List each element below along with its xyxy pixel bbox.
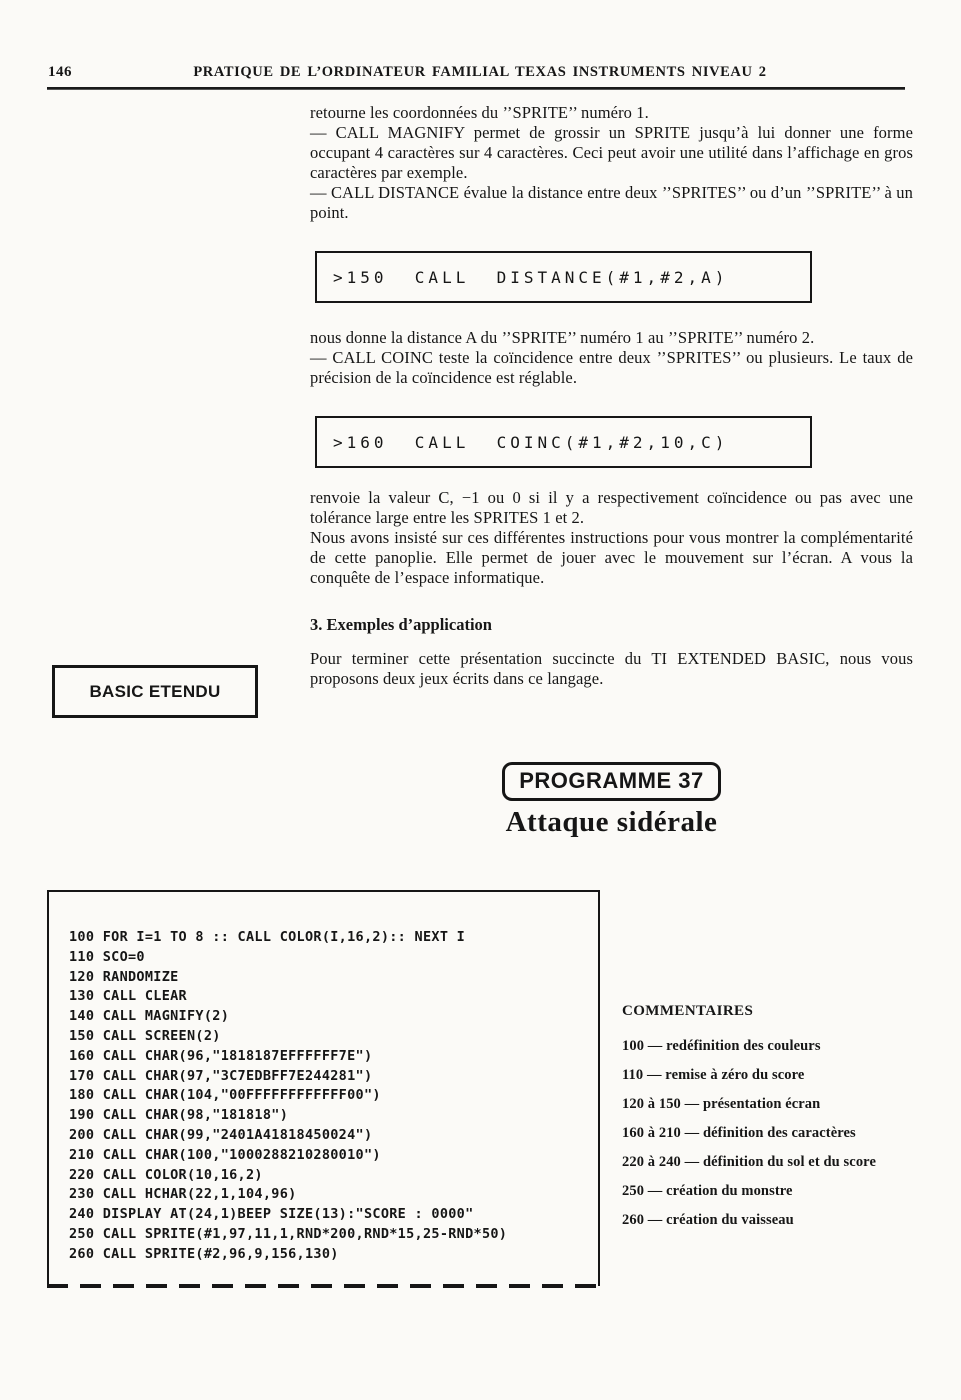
comment-item: 160 à 210 — définition des caractères <box>622 1125 856 1141</box>
program-badge-row <box>310 762 913 801</box>
program-listing <box>49 892 598 1265</box>
header-rule <box>47 87 905 90</box>
code-line: 240 DISPLAY AT(24,1)BEEP SIZE(13):"SCORE : 0000" <box>69 1206 474 1223</box>
code-line: 250 CALL SPRITE(#1,97,11,1,RND*200,RND*15,25-RND*50) <box>69 1225 508 1242</box>
section-block <box>310 649 913 689</box>
comment-item: 220 à 240 — définition du sol et du score <box>622 1154 876 1170</box>
code-line: 130 CALL CLEAR <box>69 988 187 1005</box>
code-example-coinc <box>315 416 812 468</box>
comment-item: 260 — création du vaisseau <box>622 1212 794 1228</box>
comment-item: 120 à 150 — présentation écran <box>622 1096 821 1112</box>
paragraph: Pour terminer cette présentation succincte du TI EXTENDED BASIC, nous vous proposons deux jeux écrits dans ce langage. <box>310 649 913 688</box>
paragraph: renvoie la valeur C, −1 ou 0 si il y a respectivement coïncidence ou pas avec une tolérance large entre les SPRITES 1 et 2. <box>310 488 913 527</box>
code-line: 230 CALL HCHAR(22,1,104,96) <box>69 1186 297 1203</box>
code-example-text: >150 CALL DISTANCE(#1,#2,A) <box>333 267 729 287</box>
comment-item: 110 — remise à zéro du score <box>622 1067 805 1083</box>
code-line: 160 CALL CHAR(96,"1818187EFFFFFF7E") <box>69 1047 373 1064</box>
code-line: 210 CALL CHAR(100,"1000288210280010") <box>69 1146 381 1163</box>
program-badge: PROGRAMME 37 <box>502 762 720 801</box>
code-line: 200 CALL CHAR(99,"2401A41818450024") <box>69 1126 373 1143</box>
code-line: 260 CALL SPRITE(#2,96,9,156,130) <box>69 1245 339 1262</box>
comment-item: 250 — création du monstre <box>622 1183 793 1199</box>
code-line: 140 CALL MAGNIFY(2) <box>69 1008 230 1025</box>
code-line: 180 CALL CHAR(104,"00FFFFFFFFFFFF00") <box>69 1087 381 1104</box>
intro-block <box>310 103 913 223</box>
running-header-title: PRATIQUE DE L’ORDINATEUR FAMILIAL TEXAS INSTRUMENTS NIVEAU 2 <box>193 64 767 80</box>
code-line: 110 SCO=0 <box>69 948 145 965</box>
code-line: 100 FOR I=1 TO 8 :: CALL COLOR(I,16,2):: NEXT I <box>69 929 466 945</box>
code-line: 220 CALL COLOR(10,16,2) <box>69 1166 263 1183</box>
paragraph: — CALL COINC teste la coïncidence entre deux ’’SPRITES’’ ou plusieurs. Le taux de précision de la coïncidence est réglable. <box>310 348 913 387</box>
program-title: Attaque sidérale <box>505 806 718 838</box>
comment-item: 100 — redéfinition des couleurs <box>622 1038 821 1054</box>
paragraph: — CALL DISTANCE évalue la distance entre deux ’’SPRITES’’ ou d’un ’’SPRITE’’ à un point. <box>310 183 913 222</box>
paragraph: retourne les coordonnées du ’’SPRITE’’ numéro 1. <box>310 103 649 122</box>
paragraph: — CALL MAGNIFY permet de grossir un SPRITE jusqu’à lui donner une forme occupant 4 caractères sur 4 caractères. Ceci peut avoir une utilité dans l’affichage en gros caractères par exemple. <box>310 123 913 182</box>
program-listing-box <box>47 890 600 1286</box>
code-line: 120 RANDOMIZE <box>69 968 179 985</box>
code-line: 170 CALL CHAR(97,"3C7EDBFF7E244281") <box>69 1067 373 1084</box>
code-line: 150 CALL SCREEN(2) <box>69 1027 221 1044</box>
page-number: 146 <box>48 64 72 80</box>
code-example-distance <box>315 251 812 303</box>
listing-continuation-dashes <box>47 1284 600 1288</box>
mid-block <box>310 328 913 388</box>
post-block <box>310 488 913 588</box>
section-heading: 3. Exemples d’application <box>310 615 492 634</box>
code-line: 190 CALL CHAR(98,"181818") <box>69 1107 289 1124</box>
comments-title: COMMENTAIRES <box>622 1003 754 1019</box>
margin-label-box <box>52 665 258 718</box>
margin-label: BASIC ETENDU <box>89 681 221 701</box>
paragraph: nous donne la distance A du ’’SPRITE’’ numéro 1 au ’’SPRITE’’ numéro 2. <box>310 328 815 347</box>
comments-list <box>622 1037 942 1229</box>
comments-block <box>622 1003 942 1240</box>
code-example-text: >160 CALL COINC(#1,#2,10,C) <box>333 432 729 452</box>
paragraph: Nous avons insisté sur ces différentes instructions pour vous montrer la complémentarité de cette panoplie. Elle permet de jouer avec le mouvement sur l’écran. A vous la conquête de l’espace informatique. <box>310 528 913 587</box>
